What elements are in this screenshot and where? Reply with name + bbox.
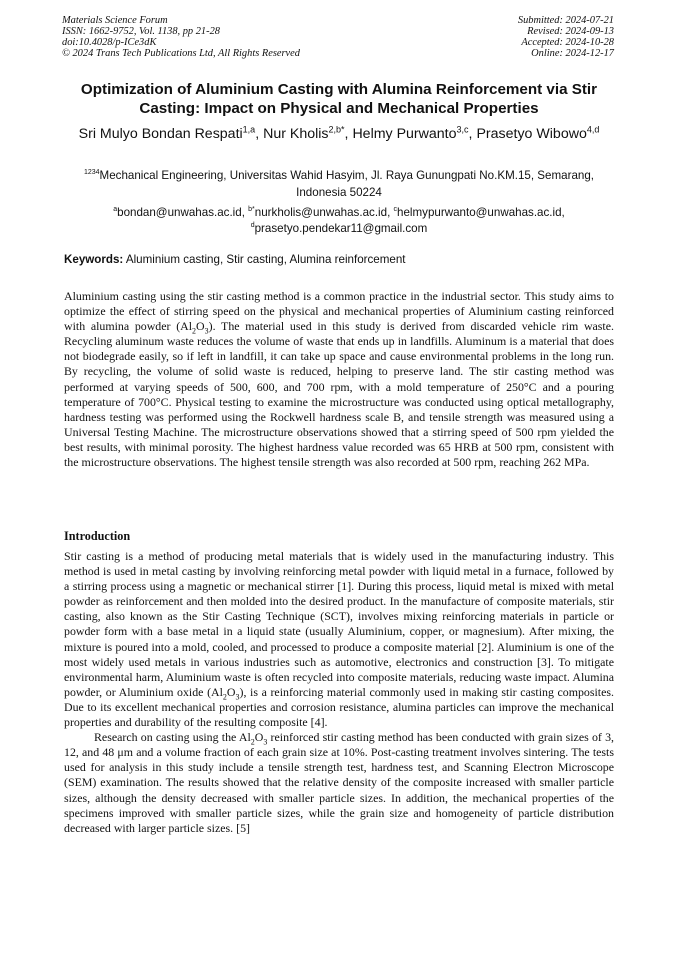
author-affiliation-mark: 4,d — [586, 124, 600, 135]
subscript: 3 — [263, 737, 268, 747]
email-separator: , — [241, 206, 249, 219]
copyright: © 2024 Trans Tech Publications Ltd, All Rights Reserved — [62, 47, 300, 59]
author-name: Helmy Purwanto — [352, 126, 457, 142]
email-mark: d — [250, 221, 255, 229]
abstract-text: Aluminium casting using the stir casting method is a common practice in the industrial sector. This study aims to optimize the effect of stirring speed on the physical and mechanical properties of Aluminium casting reinforced with alumina powder (Al — [64, 289, 614, 334]
author-affiliation-mark: 2,b* — [328, 124, 345, 135]
paper-title: Optimization of Aluminium Casting with Alumina Reinforcement via Stir Casting: Impact on Physical and Mechanical Properties — [80, 81, 598, 117]
author-list — [52, 125, 626, 143]
email-address: bondan@unwahas.ac.id — [117, 206, 242, 219]
revised-date: Revised: 2024-09-13 — [527, 25, 614, 37]
issn-volume: ISSN: 1662-9752, Vol. 1138, pp 21-28 — [62, 25, 220, 37]
abstract-text: ). The material used in this study is derived from discarded vehicle rim waste. Recycling aluminum waste reduces the volume of waste that ends up in landfills. Aluminum is a material that does not biodegrade easily, so if left in landfill, it can take up space and cause environmental problems in the long run. By recycling, the volume of solid waste is reduced, helping to preserve land. The stir casting method was performed at varying speeds of 500, 600, and 700 rpm, with a mold temperature of 250°C and a pouring temperature of 700°C. Physical testing to examine the microstructure was conducted using optical metallography, hardness testing was performed using the Rockwell hardness scale B, and tensile strength was measured using a Universal Testing Machine. The microstructure observations showed that a stirring speed of 500 rpm yielded the best results, with minimal porosity. The highest hardness value recorded was 65 HRB at 500 rpm, consistent with the microstructure observations. The highest tensile strength was also recorded at 500 rpm, reaching 262 MPa. — [64, 319, 614, 470]
subscript: 2 — [192, 326, 197, 336]
author-affiliation-mark: 1,a — [242, 124, 256, 135]
author-affiliation-mark: 3,c — [456, 124, 469, 135]
author-name: Sri Mulyo Bondan Respati — [78, 126, 243, 142]
paragraph-text: Research on casting using the Al — [94, 730, 251, 745]
affiliation-text: Mechanical Engineering, Universitas Wahid Hasyim, Jl. Raya Gunungpati No.KM.15, Semarang, Indonesia 50224 — [99, 169, 595, 199]
paragraph-text: Stir casting is a method of producing metal materials that is widely used in the manufacturing industry. This method is used in metal casting by involving reinforcing metal powder with liquid metal in a furnace, followed by a stirring process using a magnetic or mechanical stirrer [1]. During this process, liquid metal is mixed with metal powder as reinforcement and then molded into the desired product. In the manufacture of composite materials, stir casting, also known as the Stir Casting Technique (SCT), involves mixing reinforcing materials in particle or powder form with a base metal in a liquid state (usually Aluminium, copper, or magnesium). After mixing, the mixture is poured into a mold, cooled, and processed to produce a composite material [2]. Aluminium is one of the most widely used metals in various industries such as automotive, electronics and construction [3]. To mitigate environmental harm, Aluminium waste is often recycled into composite materials, reducing waste impact. Alumina powder, or Aluminium oxide (Al — [64, 549, 614, 699]
introduction-body — [64, 549, 614, 836]
author-separator: , — [468, 126, 473, 142]
online-date: Online: 2024-12-17 — [531, 47, 614, 59]
paragraph-text: O — [254, 730, 264, 745]
paragraph-text: ), is a reinforcing material commonly used in making stir casting composites. Due to its excellent mechanical properties and corrosion resistance, alumina particles can improve the mechanical properties and durability of the resulting composite [4]. — [64, 684, 614, 730]
email-list — [60, 205, 618, 236]
affiliation-mark: 1234 — [83, 169, 100, 177]
email-separator: , — [561, 206, 565, 219]
keywords-text: Aluminium casting, Stir casting, Alumina reinforcement — [125, 253, 406, 266]
email-address: helmypurwanto@unwahas.ac.id — [397, 206, 562, 219]
author-name: Prasetyo Wibowo — [476, 126, 587, 142]
journal-header-right — [518, 16, 614, 60]
journal-name: Materials Science Forum — [62, 15, 168, 26]
author-name: Nur Kholis — [263, 126, 329, 142]
author-separator: , — [255, 126, 264, 142]
doi: doi:10.4028/p-ICe3dK — [62, 36, 157, 48]
submitted-date: Submitted: 2024-07-21 — [517, 15, 614, 26]
email-address: prasetyo.pendekar11@gmail.com — [254, 221, 428, 235]
email-mark: a — [113, 206, 118, 214]
affiliation — [60, 168, 618, 201]
journal-header-left — [62, 16, 300, 60]
paragraph-text: O — [226, 684, 236, 699]
keywords — [64, 253, 614, 267]
keywords-label: Keywords: — [64, 253, 124, 266]
section-heading-introduction: Introduction — [64, 529, 131, 543]
subscript: 3 — [204, 326, 209, 336]
introduction-paragraph-1 — [64, 549, 614, 730]
subscript: 2 — [222, 692, 227, 702]
subscript: 2 — [250, 737, 255, 747]
introduction-paragraph-2 — [64, 730, 614, 836]
email-separator: , — [387, 206, 394, 219]
email-mark: b* — [248, 206, 255, 214]
email-mark: c — [393, 206, 398, 214]
abstract-text: O — [196, 319, 205, 334]
author-separator: , — [344, 126, 353, 142]
abstract — [64, 289, 614, 470]
email-address: nurkholis@unwahas.ac.id — [254, 206, 388, 219]
accepted-date: Accepted: 2024-10-28 — [521, 36, 614, 48]
subscript: 3 — [235, 692, 240, 702]
paragraph-text: reinforced stir casting method has been conducted with grain sizes of 3, 12, and 48 μm and a volume fraction of each grain size at 10%. Post-casting treatment involves sintering. The tests used for analysis in this study include a tensile strength test, hardness test, and Scanning Electron Microscope (SEM) examination. The results showed that the relative density of the composite increased with smaller particle sizes, although the density decreased with smaller particle sizes. In addition, the mechanical properties of the specimens improved with smaller particle sizes, while the grain size and homogeneity of particle distribution decreased with larger particle sizes. [5] — [64, 730, 614, 835]
